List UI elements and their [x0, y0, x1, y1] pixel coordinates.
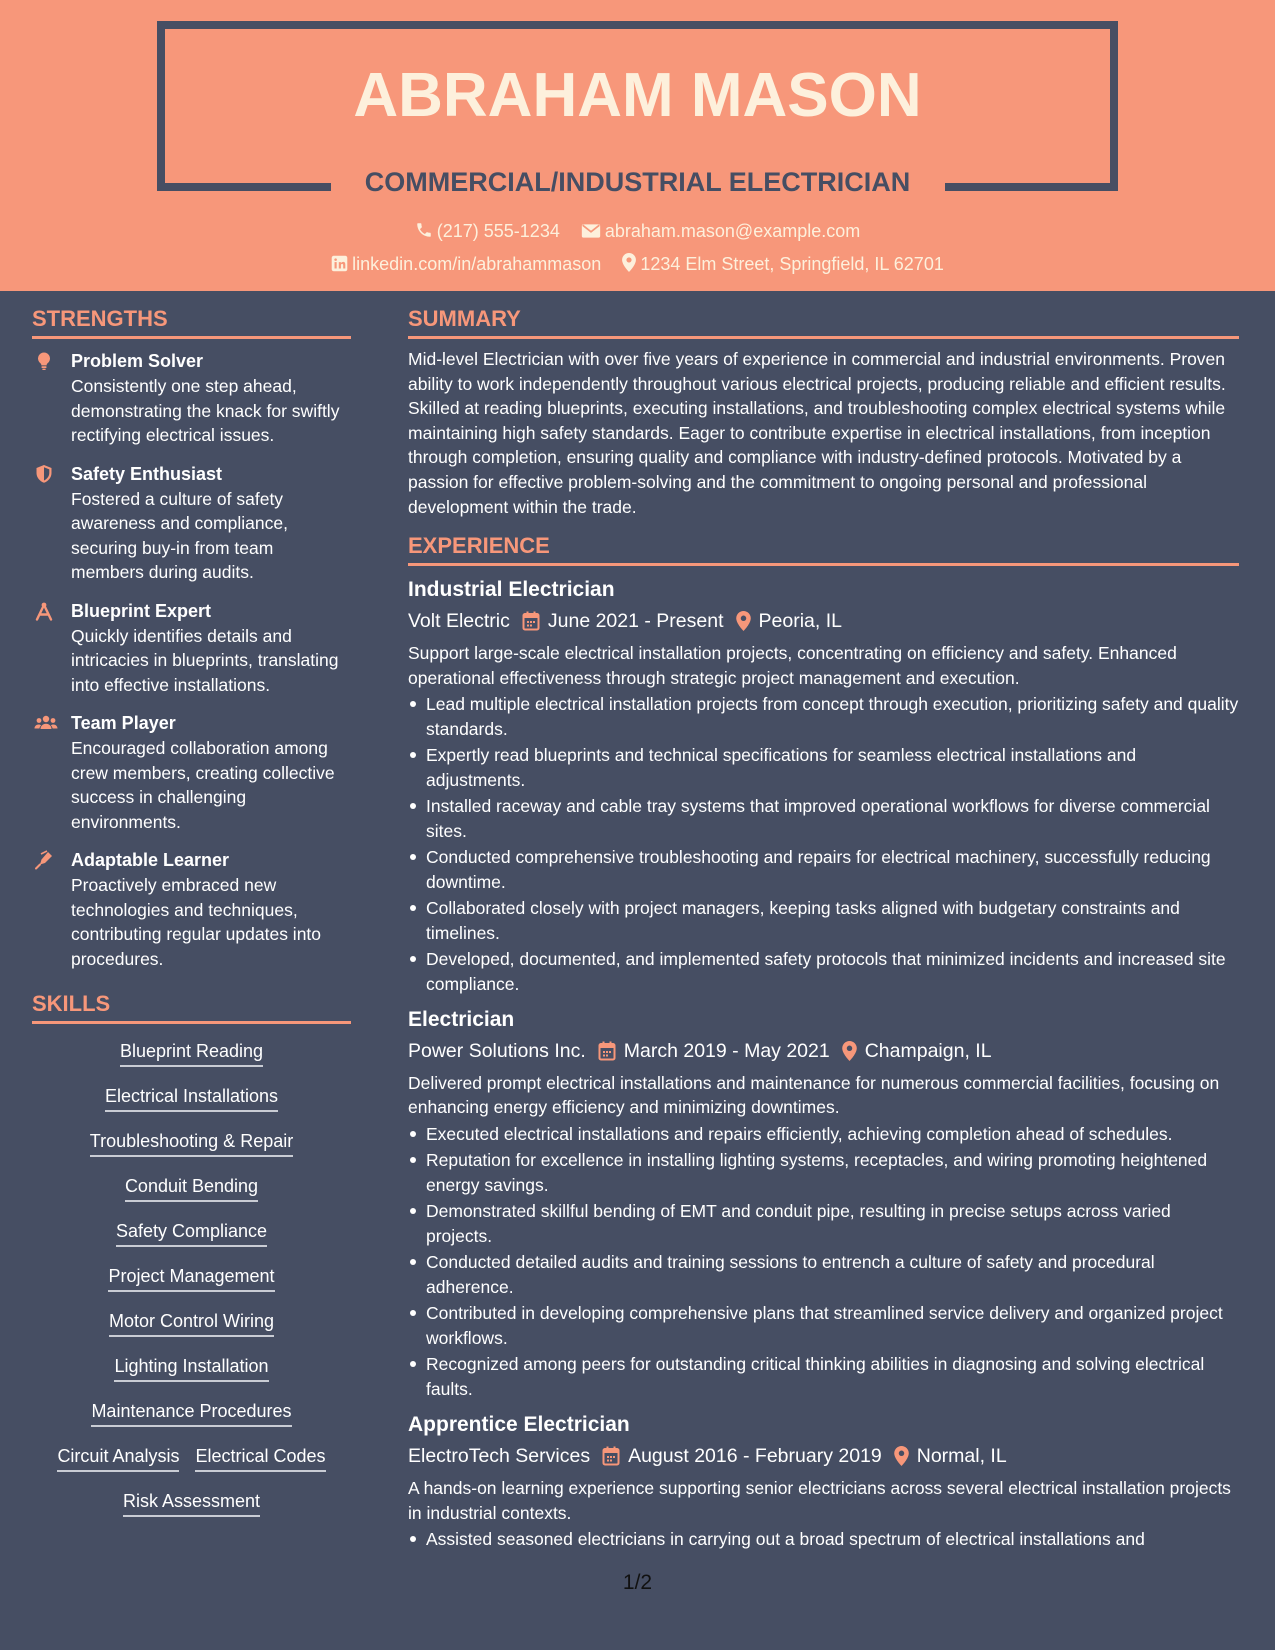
skill-tag: Project Management — [108, 1263, 274, 1292]
list-item: Installed raceway and cable tray systems that improved operational workflows for diverse commercial sites. — [408, 794, 1239, 843]
list-item: Executed electrical installations and repairs efficiently, achieving completion ahead of schedules. — [408, 1122, 1239, 1147]
page-number: 1/2 — [622, 1571, 653, 1594]
right-column — [408, 306, 1239, 1554]
strength-item — [32, 711, 351, 834]
list-item: Conducted detailed audits and training sessions to entrench a culture of safety and procedural adherence. — [408, 1250, 1239, 1299]
list-item: Lead multiple electrical installation projects from concept through execution, prioritizing safety and quality standards. — [408, 692, 1239, 741]
resume-header — [0, 0, 1275, 291]
job-dates: March 2019 - May 2021 — [623, 1039, 830, 1062]
job-meta — [408, 1036, 1239, 1065]
experience-heading: EXPERIENCE — [408, 533, 1239, 566]
list-item: Developed, documented, and implemented safety protocols that minimized incidents and increased site compliance. — [408, 947, 1239, 996]
list-item: Collaborated closely with project managers, keeping tasks aligned with budgetary constraints and timelines. — [408, 896, 1239, 945]
job-entry — [408, 1006, 1239, 1401]
address-text: 1234 Elm Street, Springfield, IL 62701 — [640, 254, 944, 274]
lightbulb-icon — [34, 351, 54, 371]
skill-row — [32, 1443, 351, 1488]
list-item: Recognized among peers for outstanding critical thinking abilities in diagnosing and solving electrical faults. — [408, 1352, 1239, 1401]
email-text: abraham.mason@example.com — [604, 221, 861, 241]
strength-desc: Encouraged collaboration among crew members, creating collective success in challenging environments. — [71, 738, 335, 832]
job-title: COMMERCIAL/INDUSTRIAL ELECTRICIAN — [364, 167, 911, 197]
strength-title: Problem Solver — [71, 351, 204, 371]
job-description: A hands-on learning experience supporting senior electricians across several electrical installation projects in industrial contexts. — [408, 1478, 1231, 1523]
skill-row — [32, 1083, 351, 1128]
skill-row — [32, 1038, 351, 1083]
compass-icon — [34, 601, 54, 621]
summary-text: Mid-level Electrician with over five years of experience in commercial and industrial environments. Proven ability to work independently throughout various electrical projects, producing reliable and efficient results. Skilled at reading blueprints, executing installations, and troubleshooting complex electrical systems while maintaining high safety standards. Eager to contribute expertise in electrical installations, from inception through completion, ensuring quality and compliance with industry-defined protocols. Motivated by a passion for effective problem-solving and the commitment to ongoing personal and professional development within the trade. — [408, 349, 1226, 517]
list-item: Contributed in developing comprehensive plans that streamlined service delivery and organized project workflows. — [408, 1301, 1239, 1350]
job-dates: August 2016 - February 2019 — [628, 1445, 882, 1468]
strength-item — [32, 349, 351, 448]
skill-tag: Safety Compliance — [116, 1218, 267, 1247]
skill-tag: Blueprint Reading — [120, 1038, 263, 1067]
linkedin-icon — [331, 255, 348, 272]
job-meta — [408, 1441, 1239, 1470]
job-company: ElectroTech Services — [408, 1445, 591, 1468]
job-role: Industrial Electrician — [408, 578, 615, 602]
skills-heading: SKILLS — [32, 991, 351, 1024]
list-item: Expertly read blueprints and technical specifications for seamless electrical installations and adjustments. — [408, 743, 1239, 792]
skill-row — [32, 1218, 351, 1263]
strength-item — [32, 462, 351, 585]
map-pin-icon — [894, 1446, 909, 1466]
summary-heading: SUMMARY — [408, 306, 1239, 339]
job-bullets — [408, 692, 1239, 996]
envelope-icon — [581, 223, 601, 239]
list-item: Conducted comprehensive troubleshooting and repairs for electrical machinery, successfully reducing downtime. — [408, 845, 1239, 894]
job-dates: June 2021 - Present — [547, 610, 724, 632]
skill-row — [32, 1308, 351, 1353]
address-contact — [622, 253, 944, 275]
job-location: Normal, IL — [916, 1445, 1007, 1468]
map-pin-icon — [622, 253, 636, 272]
job-entry — [408, 576, 1239, 996]
strength-desc: Proactively embraced new technologies and techniques, contributing regular updates into procedures. — [71, 875, 322, 969]
calendar-icon — [602, 1446, 620, 1466]
skill-tag: Lighting Installation — [114, 1353, 268, 1382]
contact-row-1 — [0, 221, 1275, 242]
calendar-icon — [598, 1041, 616, 1061]
phone-icon — [415, 221, 433, 239]
job-bullets — [408, 1527, 1239, 1552]
left-column — [32, 306, 351, 1533]
map-pin-icon — [736, 611, 751, 631]
job-role: Apprentice Electrician — [408, 1413, 630, 1437]
skill-tag: Circuit Analysis — [57, 1443, 179, 1472]
shield-icon — [34, 464, 54, 484]
strength-desc: Fostered a culture of safety awareness and compliance, securing buy-in from team members during audits. — [71, 488, 288, 582]
email-contact[interactable] — [581, 221, 860, 242]
skill-tag: Maintenance Procedures — [91, 1398, 291, 1427]
skill-tag: Motor Control Wiring — [109, 1308, 274, 1337]
skill-tag: Troubleshooting & Repair — [90, 1128, 293, 1157]
calendar-icon — [522, 611, 540, 631]
skills-list — [32, 1038, 351, 1533]
linkedin-text: linkedin.com/in/abrahammason — [352, 254, 602, 274]
job-description: Delivered prompt electrical installations and maintenance for numerous commercial facilities, focusing on enhancing energy efficiency and minimizing downtimes. — [408, 1072, 1220, 1118]
skill-row — [32, 1488, 351, 1533]
strength-item — [32, 848, 351, 971]
job-meta — [408, 606, 1239, 635]
skill-row — [32, 1173, 351, 1218]
job-company: Volt Electric — [408, 610, 510, 632]
pen-icon — [34, 850, 54, 870]
phone-text: (217) 555-1234 — [436, 221, 560, 241]
job-bullets — [408, 1122, 1239, 1402]
strength-desc: Quickly identifies details and intricacies in blueprints, translating into effective installations. — [71, 625, 339, 695]
strength-title: Blueprint Expert — [71, 600, 212, 621]
list-item: Reputation for excellence in installing lighting systems, receptacles, and wiring promoting heightened energy savings. — [408, 1148, 1239, 1197]
strength-title: Safety Enthusiast — [71, 463, 223, 484]
job-location: Champaign, IL — [864, 1039, 992, 1062]
strength-title: Adaptable Learner — [71, 850, 230, 870]
job-entry — [408, 1411, 1239, 1551]
skill-row — [32, 1398, 351, 1443]
strength-desc: Consistently one step ahead, demonstrating the knack for swiftly rectifying electrical issues. — [71, 376, 340, 445]
skill-row — [32, 1353, 351, 1398]
strengths-list — [32, 349, 351, 971]
candidate-name: ABRAHAM MASON — [353, 61, 922, 130]
skill-tag: Electrical Installations — [105, 1083, 278, 1112]
job-location: Peoria, IL — [758, 610, 842, 632]
list-item: Demonstrated skillful bending of EMT and conduit pipe, resulting in precise setups across varied projects. — [408, 1199, 1239, 1248]
skill-row — [32, 1128, 351, 1173]
job-role: Electrician — [408, 1008, 515, 1031]
phone-contact[interactable] — [415, 221, 560, 242]
strength-title: Team Player — [71, 713, 176, 733]
skill-row — [32, 1263, 351, 1308]
skill-tag: Conduit Bending — [125, 1173, 258, 1202]
job-company: Power Solutions Inc. — [408, 1039, 586, 1062]
skill-tag: Risk Assessment — [123, 1488, 260, 1517]
skill-tag: Electrical Codes — [195, 1443, 325, 1472]
strengths-heading: STRENGTHS — [32, 306, 351, 339]
map-pin-icon — [842, 1041, 857, 1061]
linkedin-contact[interactable] — [331, 254, 601, 275]
list-item: Assisted seasoned electricians in carrying out a broad spectrum of electrical installations and — [408, 1527, 1239, 1552]
job-description: Support large-scale electrical installation projects, concentrating on efficiency and safety. Enhanced operational effectiveness through strategic project management and execution. — [408, 643, 1177, 688]
contact-row-2 — [0, 253, 1275, 275]
strength-item — [32, 599, 351, 698]
users-icon — [34, 713, 58, 733]
